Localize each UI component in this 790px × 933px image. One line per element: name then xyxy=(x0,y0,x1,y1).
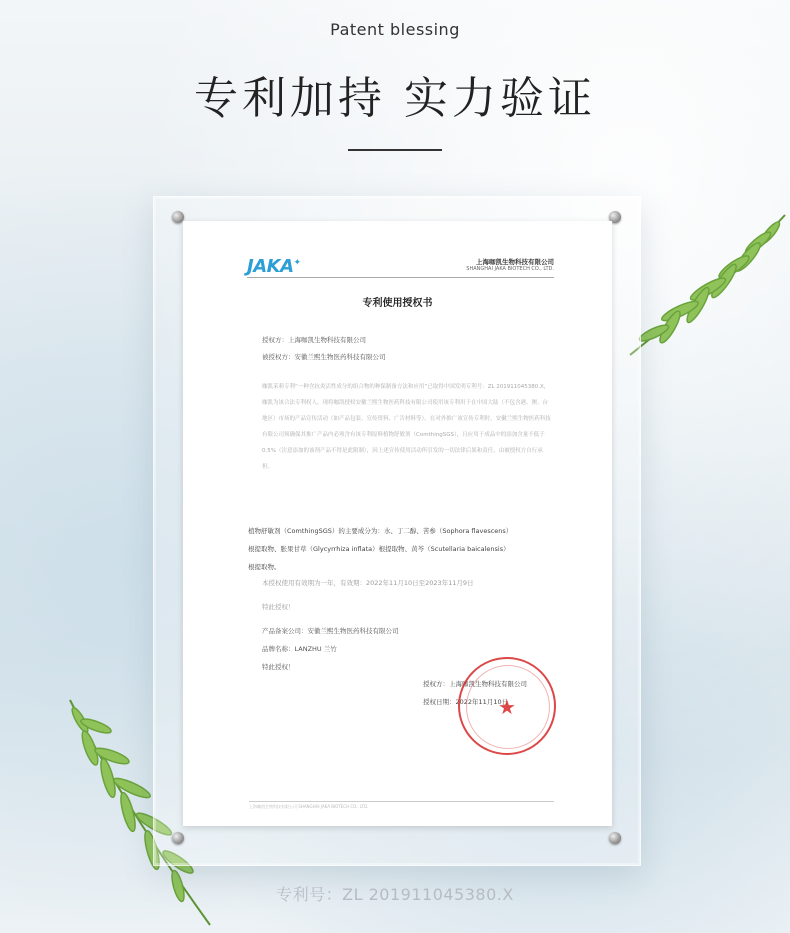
patent-number: 专利号：ZL 201911045380.X xyxy=(276,885,514,904)
ingredients-line-1: 植物舒敏剂（ComthingSGS）的主要成分为：水、丁二醇、苦参（Sophora flavescens） xyxy=(248,527,513,535)
section-subtitle: Patent blessing xyxy=(330,20,460,39)
special-note-1: 特此授权！ xyxy=(262,603,295,611)
frame-screw-bottom-right xyxy=(609,832,621,844)
licensee-line: 被授权方：安徽兰熙生物医药科技有限公司 xyxy=(262,353,386,361)
footer-text: 上海咖凯生物科技有限公司 SHANGHAI JAKA BIOTECH CO., LTD. xyxy=(249,804,369,809)
ingredients-line-3: 根提取物。 xyxy=(248,563,281,571)
company-name-en: SHANGHAI JAKA BIOTECH CO., LTD. xyxy=(466,266,554,272)
signature-licensor: 授权方：上海咖凯生物科技有限公司 xyxy=(423,680,527,688)
product-owner-line: 产品备案公司：安徽兰熙生物医药科技有限公司 xyxy=(262,627,399,635)
signature-date: 授权日期：2022年11月10日 xyxy=(423,698,509,706)
validity-line: 本授权使用有效期为一年，有效期：2022年11月10日至2023年11月9日 xyxy=(262,579,474,587)
special-note-2: 特此授权！ xyxy=(262,663,295,671)
ingredients-line-2: 根提取物、胀果甘草（Glycyrrhiza inflata）根提取物、黄芩（Scutellaria baicalensis） xyxy=(248,545,510,553)
licensor-line: 授权方：上海咖凯生物科技有限公司 xyxy=(262,336,366,344)
brand-line: 品牌名称：LANZHU 兰竹 xyxy=(262,645,337,653)
letterhead-rule xyxy=(247,277,554,278)
frame-screw-bottom-left xyxy=(172,832,184,844)
jaka-logo: JAKA✦ xyxy=(247,256,301,277)
company-seal-stamp: ★ xyxy=(458,657,556,755)
title-divider xyxy=(348,149,442,151)
footer-rule xyxy=(249,801,554,802)
authorization-paragraph: 咖凯茉莉专利“一种含抗炎活性成分的组合物的种保制备方法和应用”已取得中国发明专利号：ZL 201911045380.X，咖凯为该合法专利权人。现将咖凯授权安徽兰熙生物医药科技有限公司使用该专利用于在中国大陆（不包含港、澳、台地区）市场的产品宣传活动（如产品包装、宣传资料、广告材料等）。在对外推广该宣传专利时，安徽兰熙生物医药科技有限公司须确保其推广产品内必须含有该专利原料植物舒敏剂（ComthingSGS），且应用于成品中的添加含量不低于0.5%（注意添加的该剂产品不得是此限制），因上述宣传使用活动所引发的一切法律后果和责任，由被授权方自行承担。 xyxy=(262,384,551,470)
authorization-document xyxy=(183,221,612,826)
document-title: 专利使用授权书 xyxy=(362,298,433,309)
fern-leaf-right xyxy=(620,205,790,365)
section-title: 专利加持 实力验证 xyxy=(194,73,596,124)
company-name-cn: 上海咖凯生物科技有限公司 xyxy=(476,258,554,266)
